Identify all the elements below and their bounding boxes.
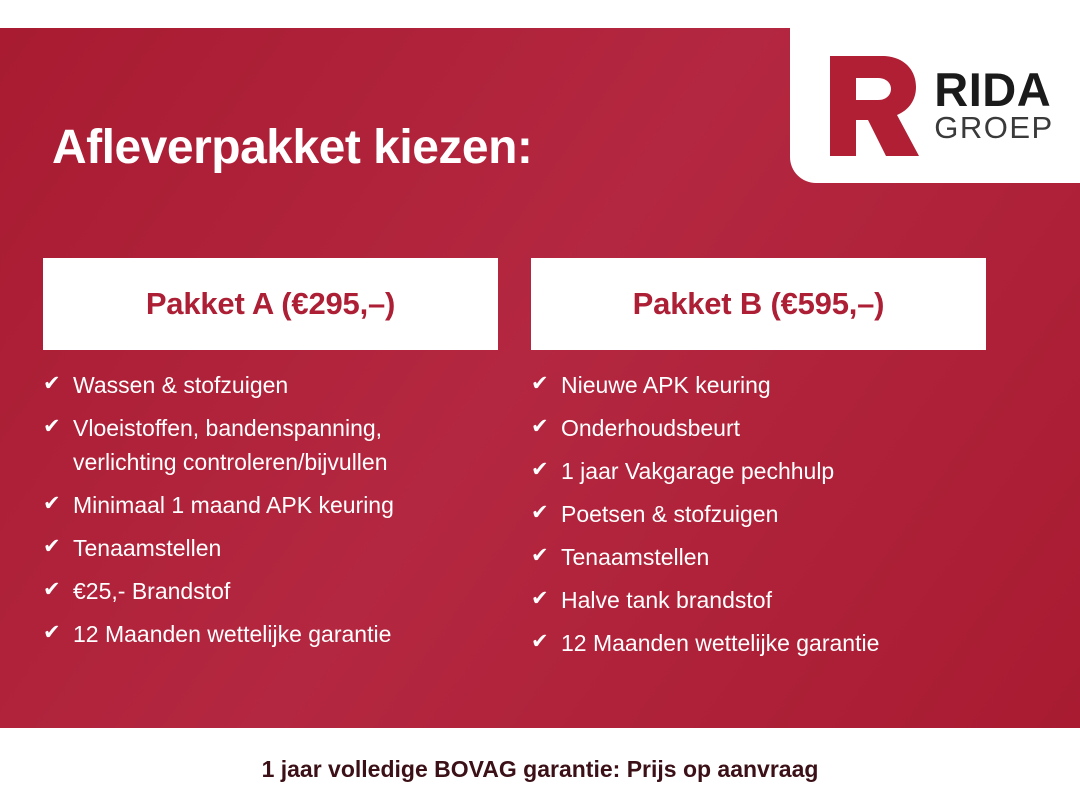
feature-text: €25,- Brandstof: [73, 578, 231, 605]
list-item: [531, 583, 986, 617]
list-item: [531, 497, 986, 531]
feature-text: Vloeistoffen, bandenspanning, verlichting controleren/bijvullen: [73, 415, 388, 476]
check-icon: ✔: [531, 415, 549, 439]
brand-subtitle: GROEP: [934, 110, 1054, 146]
check-icon: ✔: [43, 578, 61, 602]
list-item: [43, 574, 498, 608]
check-icon: ✔: [43, 535, 61, 559]
feature-text: 12 Maanden wettelijke garantie: [561, 630, 880, 657]
package-a-title: Pakket A (€295,–): [43, 258, 498, 350]
package-columns: [0, 258, 1080, 669]
check-icon: ✔: [43, 372, 61, 395]
feature-text: 12 Maanden wettelijke garantie: [73, 621, 392, 648]
brand-logo: [790, 28, 1080, 183]
list-item: [531, 626, 986, 660]
list-item: [43, 531, 498, 565]
feature-text: Wassen & stofzuigen: [73, 372, 289, 398]
list-item: [531, 368, 986, 402]
check-icon: ✔: [531, 587, 549, 611]
package-card-b[interactable]: [531, 258, 986, 669]
feature-text: Nieuwe APK keuring: [561, 372, 771, 398]
list-item: [43, 488, 498, 522]
list-item: [43, 617, 498, 651]
brand-wordmark: [934, 63, 1054, 146]
package-card-a[interactable]: [43, 258, 498, 669]
feature-text: Minimaal 1 maand APK keuring: [73, 492, 394, 519]
check-icon: ✔: [531, 501, 549, 525]
check-icon: ✔: [531, 458, 549, 482]
package-a-feature-list: [43, 368, 498, 651]
page-title: Afleverpakket kiezen:: [52, 121, 533, 175]
check-icon: ✔: [531, 630, 549, 654]
package-b-feature-list: [531, 368, 986, 660]
check-icon: ✔: [531, 544, 549, 568]
check-icon: ✔: [531, 372, 549, 395]
feature-text: Halve tank brandstof: [561, 587, 772, 614]
check-icon: ✔: [43, 492, 61, 516]
brand-name: RIDA: [934, 63, 1052, 117]
feature-text: Tenaamstellen: [73, 535, 222, 562]
feature-text: Onderhoudsbeurt: [561, 415, 741, 442]
feature-text: Poetsen & stofzuigen: [561, 501, 779, 528]
feature-text: 1 jaar Vakgarage pechhulp: [561, 458, 835, 485]
check-icon: ✔: [43, 415, 61, 439]
list-item: [531, 454, 986, 488]
footer-bar: [0, 728, 1080, 810]
footer-note: 1 jaar volledige BOVAG garantie: Prijs op aanvraag: [261, 755, 819, 782]
rida-r-monogram-icon: [824, 54, 920, 158]
list-item: [43, 411, 498, 479]
package-b-title: Pakket B (€595,–): [531, 258, 986, 350]
feature-text: Tenaamstellen: [561, 544, 710, 571]
check-icon: ✔: [43, 621, 61, 645]
list-item: [43, 368, 498, 402]
list-item: [531, 540, 986, 574]
list-item: [531, 411, 986, 445]
